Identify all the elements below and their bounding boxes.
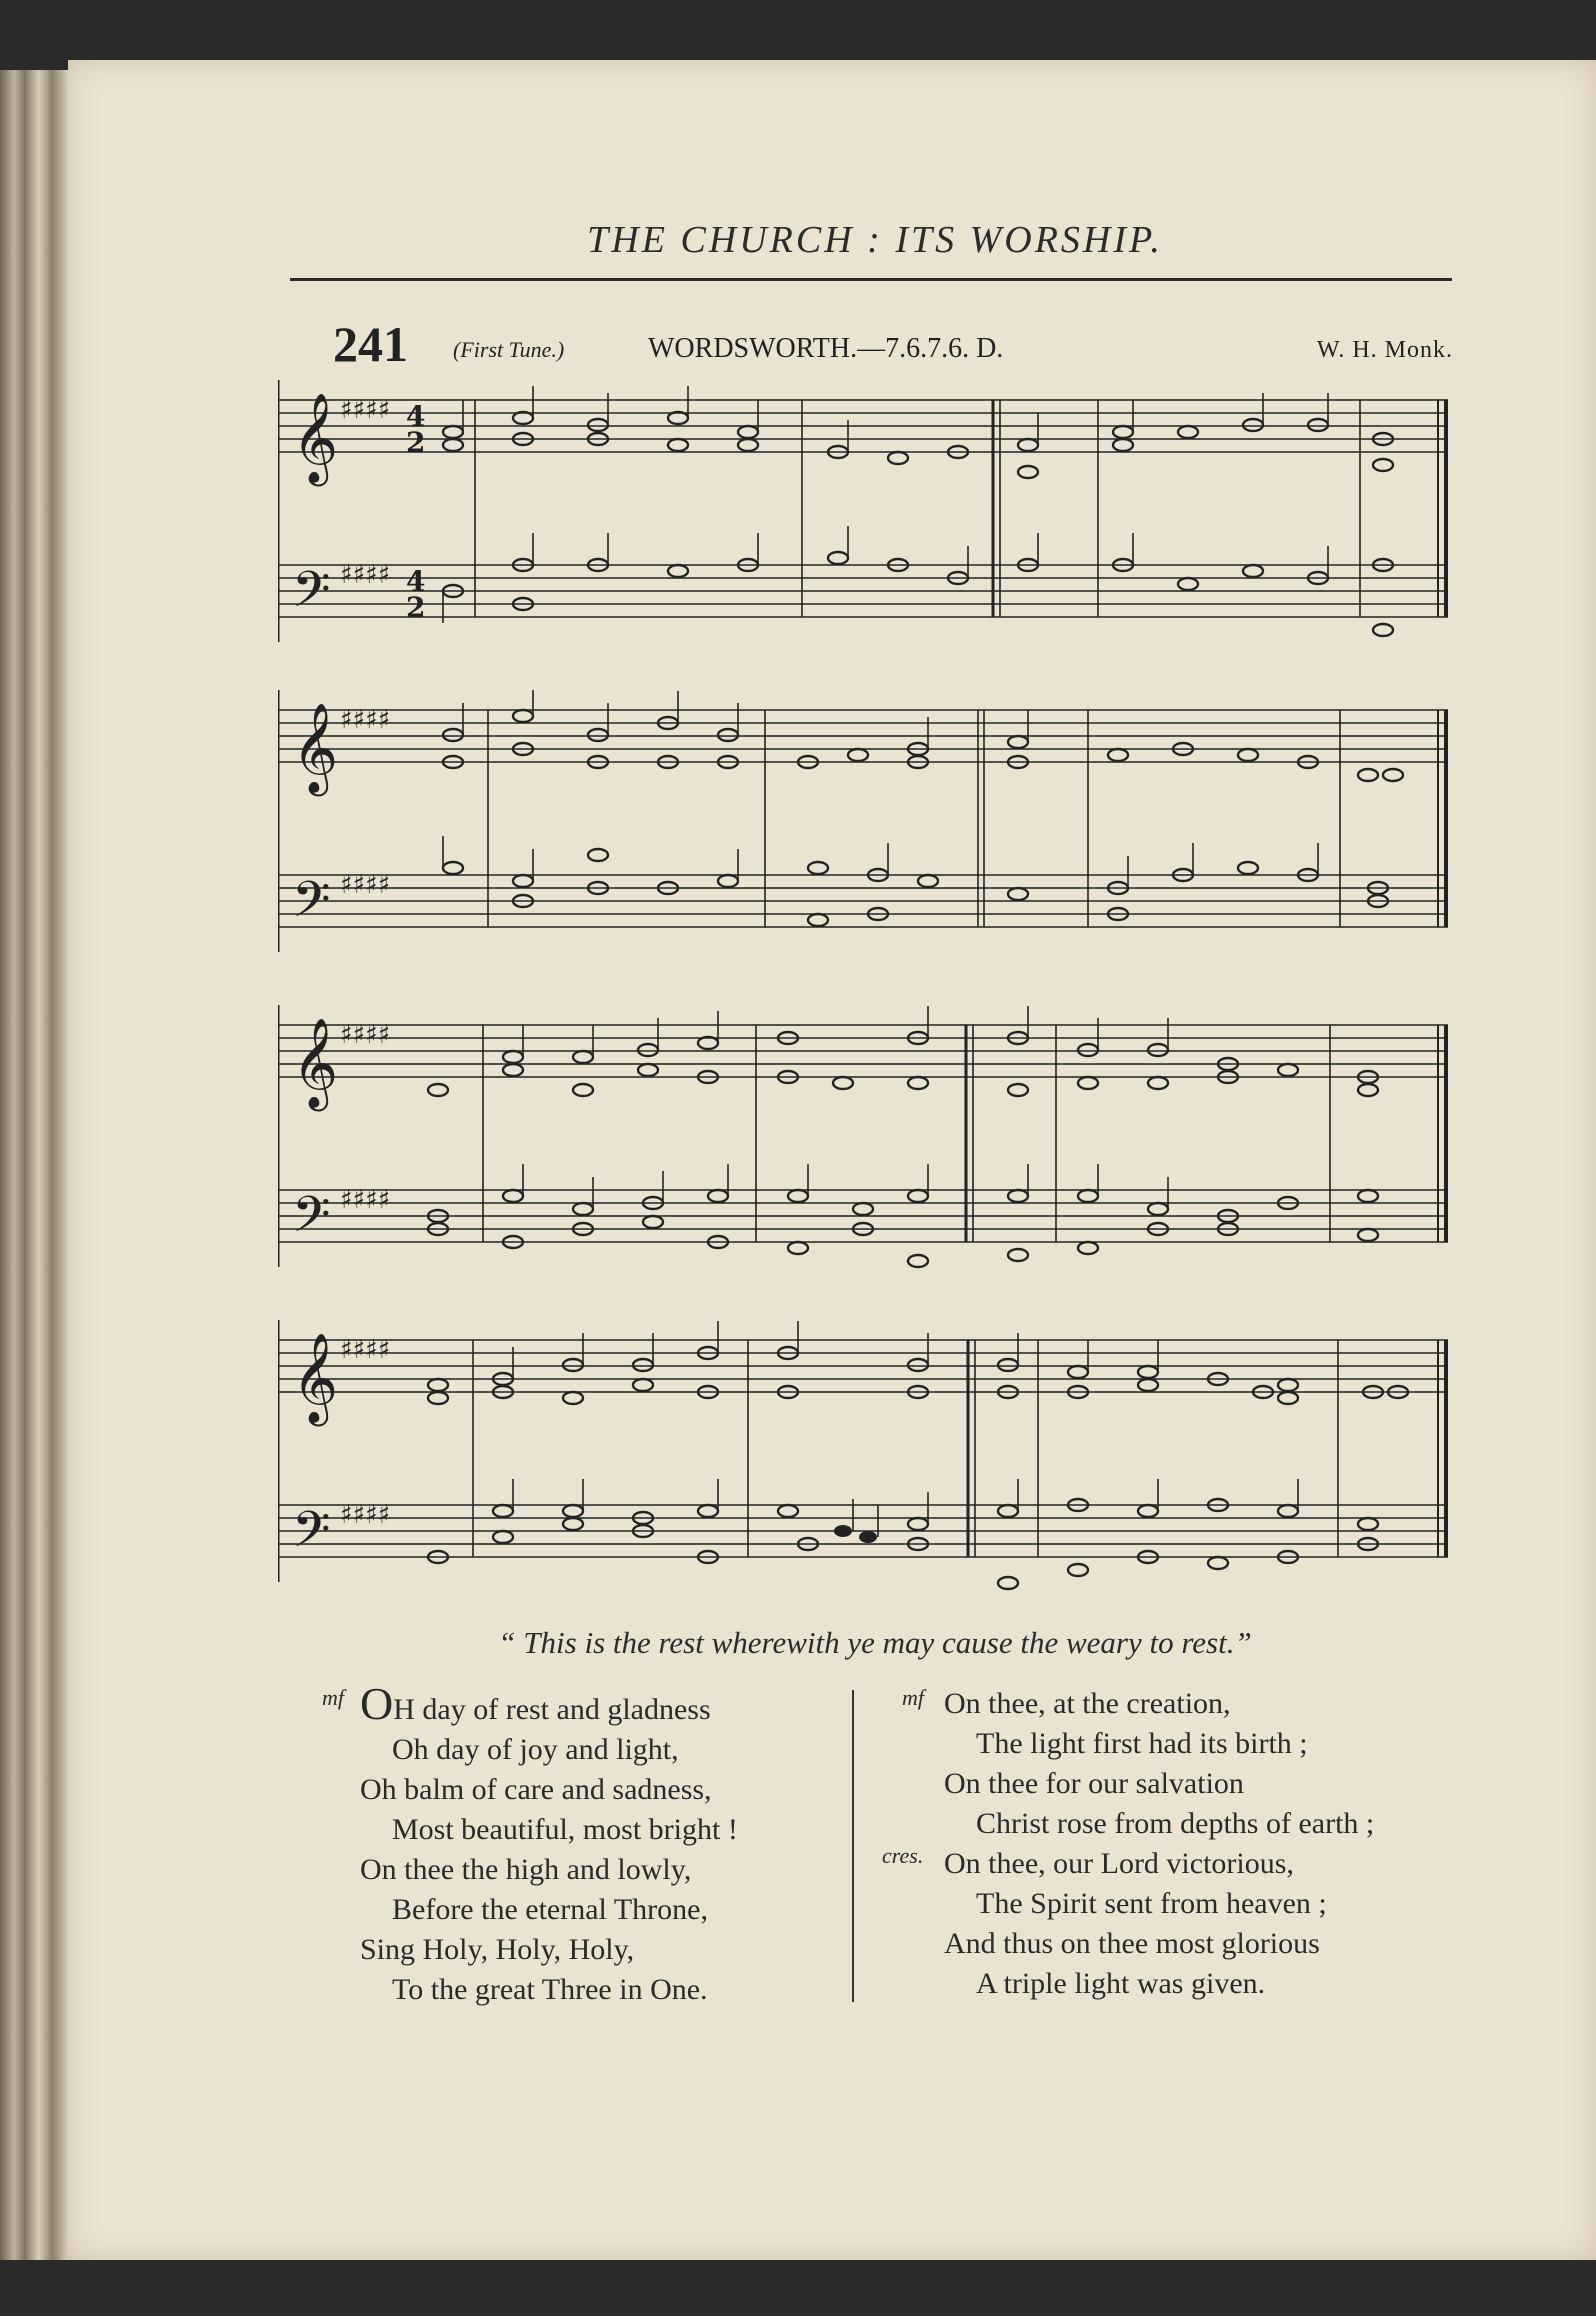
- svg-text:𝄢: 𝄢: [292, 561, 331, 631]
- dynamic-mf-right: mf: [902, 1685, 924, 1710]
- music-system-3: [278, 1005, 1450, 1305]
- tune-label: (First Tune.): [453, 337, 565, 362]
- svg-text:♯♯♯♯: ♯♯♯♯: [340, 1500, 391, 1530]
- music-system-2: [278, 690, 1450, 990]
- verse-right-line-2: The light first had its birth ;: [976, 1727, 1308, 1760]
- hymn-heading: [333, 315, 1453, 375]
- svg-text:♯♯♯♯: ♯♯♯♯: [340, 705, 391, 735]
- epigraph: “ This is the rest wherewith ye may cause the weary to rest.”: [498, 1625, 1252, 1660]
- svg-text:2: 2: [406, 426, 426, 459]
- verse-left: [322, 1678, 738, 2010]
- svg-text:𝄞: 𝄞: [292, 703, 339, 793]
- header-rule: [290, 278, 1452, 281]
- svg-text:𝄢: 𝄢: [292, 871, 331, 941]
- music-system-4: [278, 1320, 1450, 1620]
- verse-right-line-5: On thee, our Lord victorious,: [944, 1847, 1294, 1880]
- score-system-1: [278, 380, 1450, 660]
- verse-left-line-4: Most beautiful, most bright !: [392, 1813, 738, 1846]
- svg-text:𝄞: 𝄞: [292, 393, 339, 483]
- verse-right: [882, 1684, 1375, 2004]
- svg-text:4: 4: [406, 565, 426, 598]
- verse-left-line-2: Oh day of joy and light,: [392, 1733, 679, 1766]
- book-page-edges: [0, 70, 70, 2260]
- crescendo-mark: cres.: [882, 1843, 924, 1868]
- verse-left-line-8: To the great Three in One.: [392, 1973, 708, 2006]
- score-system-2: [278, 690, 1450, 990]
- verse-left-line-1: OH day of rest and gladness: [360, 1678, 711, 1729]
- svg-text:𝄞: 𝄞: [292, 1333, 339, 1423]
- drop-cap: O: [360, 1678, 394, 1729]
- verse-left-line-6: Before the eternal Throne,: [392, 1893, 708, 1926]
- score-system-3: [278, 1005, 1450, 1305]
- page-header: [290, 158, 1460, 278]
- column-divider: [852, 1690, 854, 2002]
- svg-text:♯♯♯♯: ♯♯♯♯: [340, 1020, 391, 1050]
- verse-right-line-1: On thee, at the creation,: [944, 1687, 1231, 1720]
- svg-text:2: 2: [406, 591, 426, 624]
- score-system-4: [278, 1320, 1450, 1620]
- music-system-1: [278, 380, 1450, 660]
- svg-text:♯♯♯♯: ♯♯♯♯: [340, 1335, 391, 1365]
- verse-left-line-5: On thee the high and lowly,: [360, 1853, 692, 1886]
- tune-name: WORDSWORTH.—7.6.7.6. D.: [648, 333, 1004, 364]
- verse-right-line-7: And thus on thee most glorious: [944, 1927, 1320, 1960]
- svg-text:𝄢: 𝄢: [292, 1501, 331, 1571]
- verse-left-line-7: Sing Holy, Holy, Holy,: [360, 1933, 635, 1966]
- verse-right-line-6: The Spirit sent from heaven ;: [976, 1887, 1327, 1920]
- running-title: THE CHURCH : ITS WORSHIP.: [587, 219, 1163, 261]
- svg-text:♯♯♯♯: ♯♯♯♯: [340, 395, 391, 425]
- verse-right-line-8: A triple light was given.: [976, 1967, 1266, 2000]
- svg-text:4: 4: [406, 400, 426, 433]
- dynamic-mf-left: mf: [322, 1685, 344, 1710]
- svg-text:♯♯♯♯: ♯♯♯♯: [340, 1185, 391, 1215]
- verse-right-line-3: On thee for our salvation: [944, 1767, 1244, 1800]
- verse-right-line-4: Christ rose from depths of earth ;: [976, 1807, 1375, 1840]
- svg-text:𝄢: 𝄢: [292, 1186, 331, 1256]
- svg-text:♯♯♯♯: ♯♯♯♯: [340, 560, 391, 590]
- svg-text:𝄞: 𝄞: [292, 1018, 339, 1108]
- composer: W. H. Monk.: [1316, 337, 1453, 363]
- verse-left-line-3: Oh balm of care and sadness,: [360, 1773, 712, 1806]
- svg-text:♯♯♯♯: ♯♯♯♯: [340, 870, 391, 900]
- hymn-number: 241: [333, 316, 408, 372]
